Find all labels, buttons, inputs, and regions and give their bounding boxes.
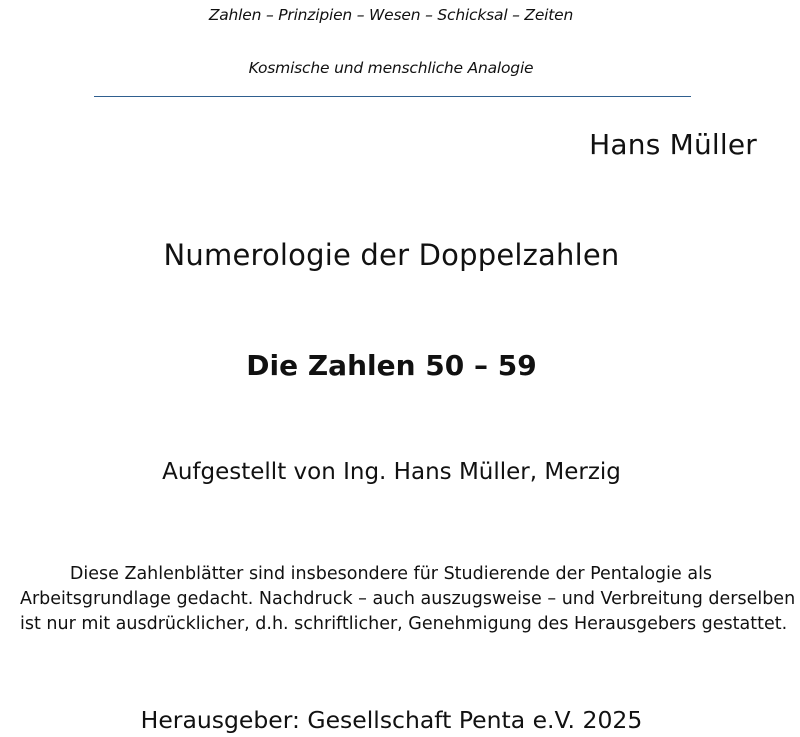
compiled-by-line: Aufgestellt von Ing. Hans Müller, Merzig	[162, 459, 621, 485]
document-title: Numerologie der Doppelzahlen	[163, 238, 620, 272]
copyright-notice	[20, 562, 796, 637]
notice-line-2: Arbeitsgrundlage gedacht. Nachdruck – auch auszugsweise – und Verbreitung derselben	[20, 589, 796, 609]
document-subtitle: Die Zahlen 50 – 59	[246, 349, 537, 382]
header-divider	[94, 96, 691, 97]
publisher-line: Herausgeber: Gesellschaft Penta e.V. 2025	[140, 706, 643, 734]
header-subtagline: Kosmische und menschliche Analogie	[248, 59, 534, 77]
notice-line-1: Diese Zahlenblätter sind insbesondere für Studierende der Pentalogie als	[69, 564, 713, 584]
header-tagline: Zahlen – Prinzipien – Wesen – Schicksal – Zeiten	[208, 6, 574, 24]
notice-line-3: ist nur mit ausdrücklicher, d.h. schriftlicher, Genehmigung des Herausgebers gestattet.	[20, 614, 788, 634]
author-name: Hans Müller	[589, 128, 757, 161]
